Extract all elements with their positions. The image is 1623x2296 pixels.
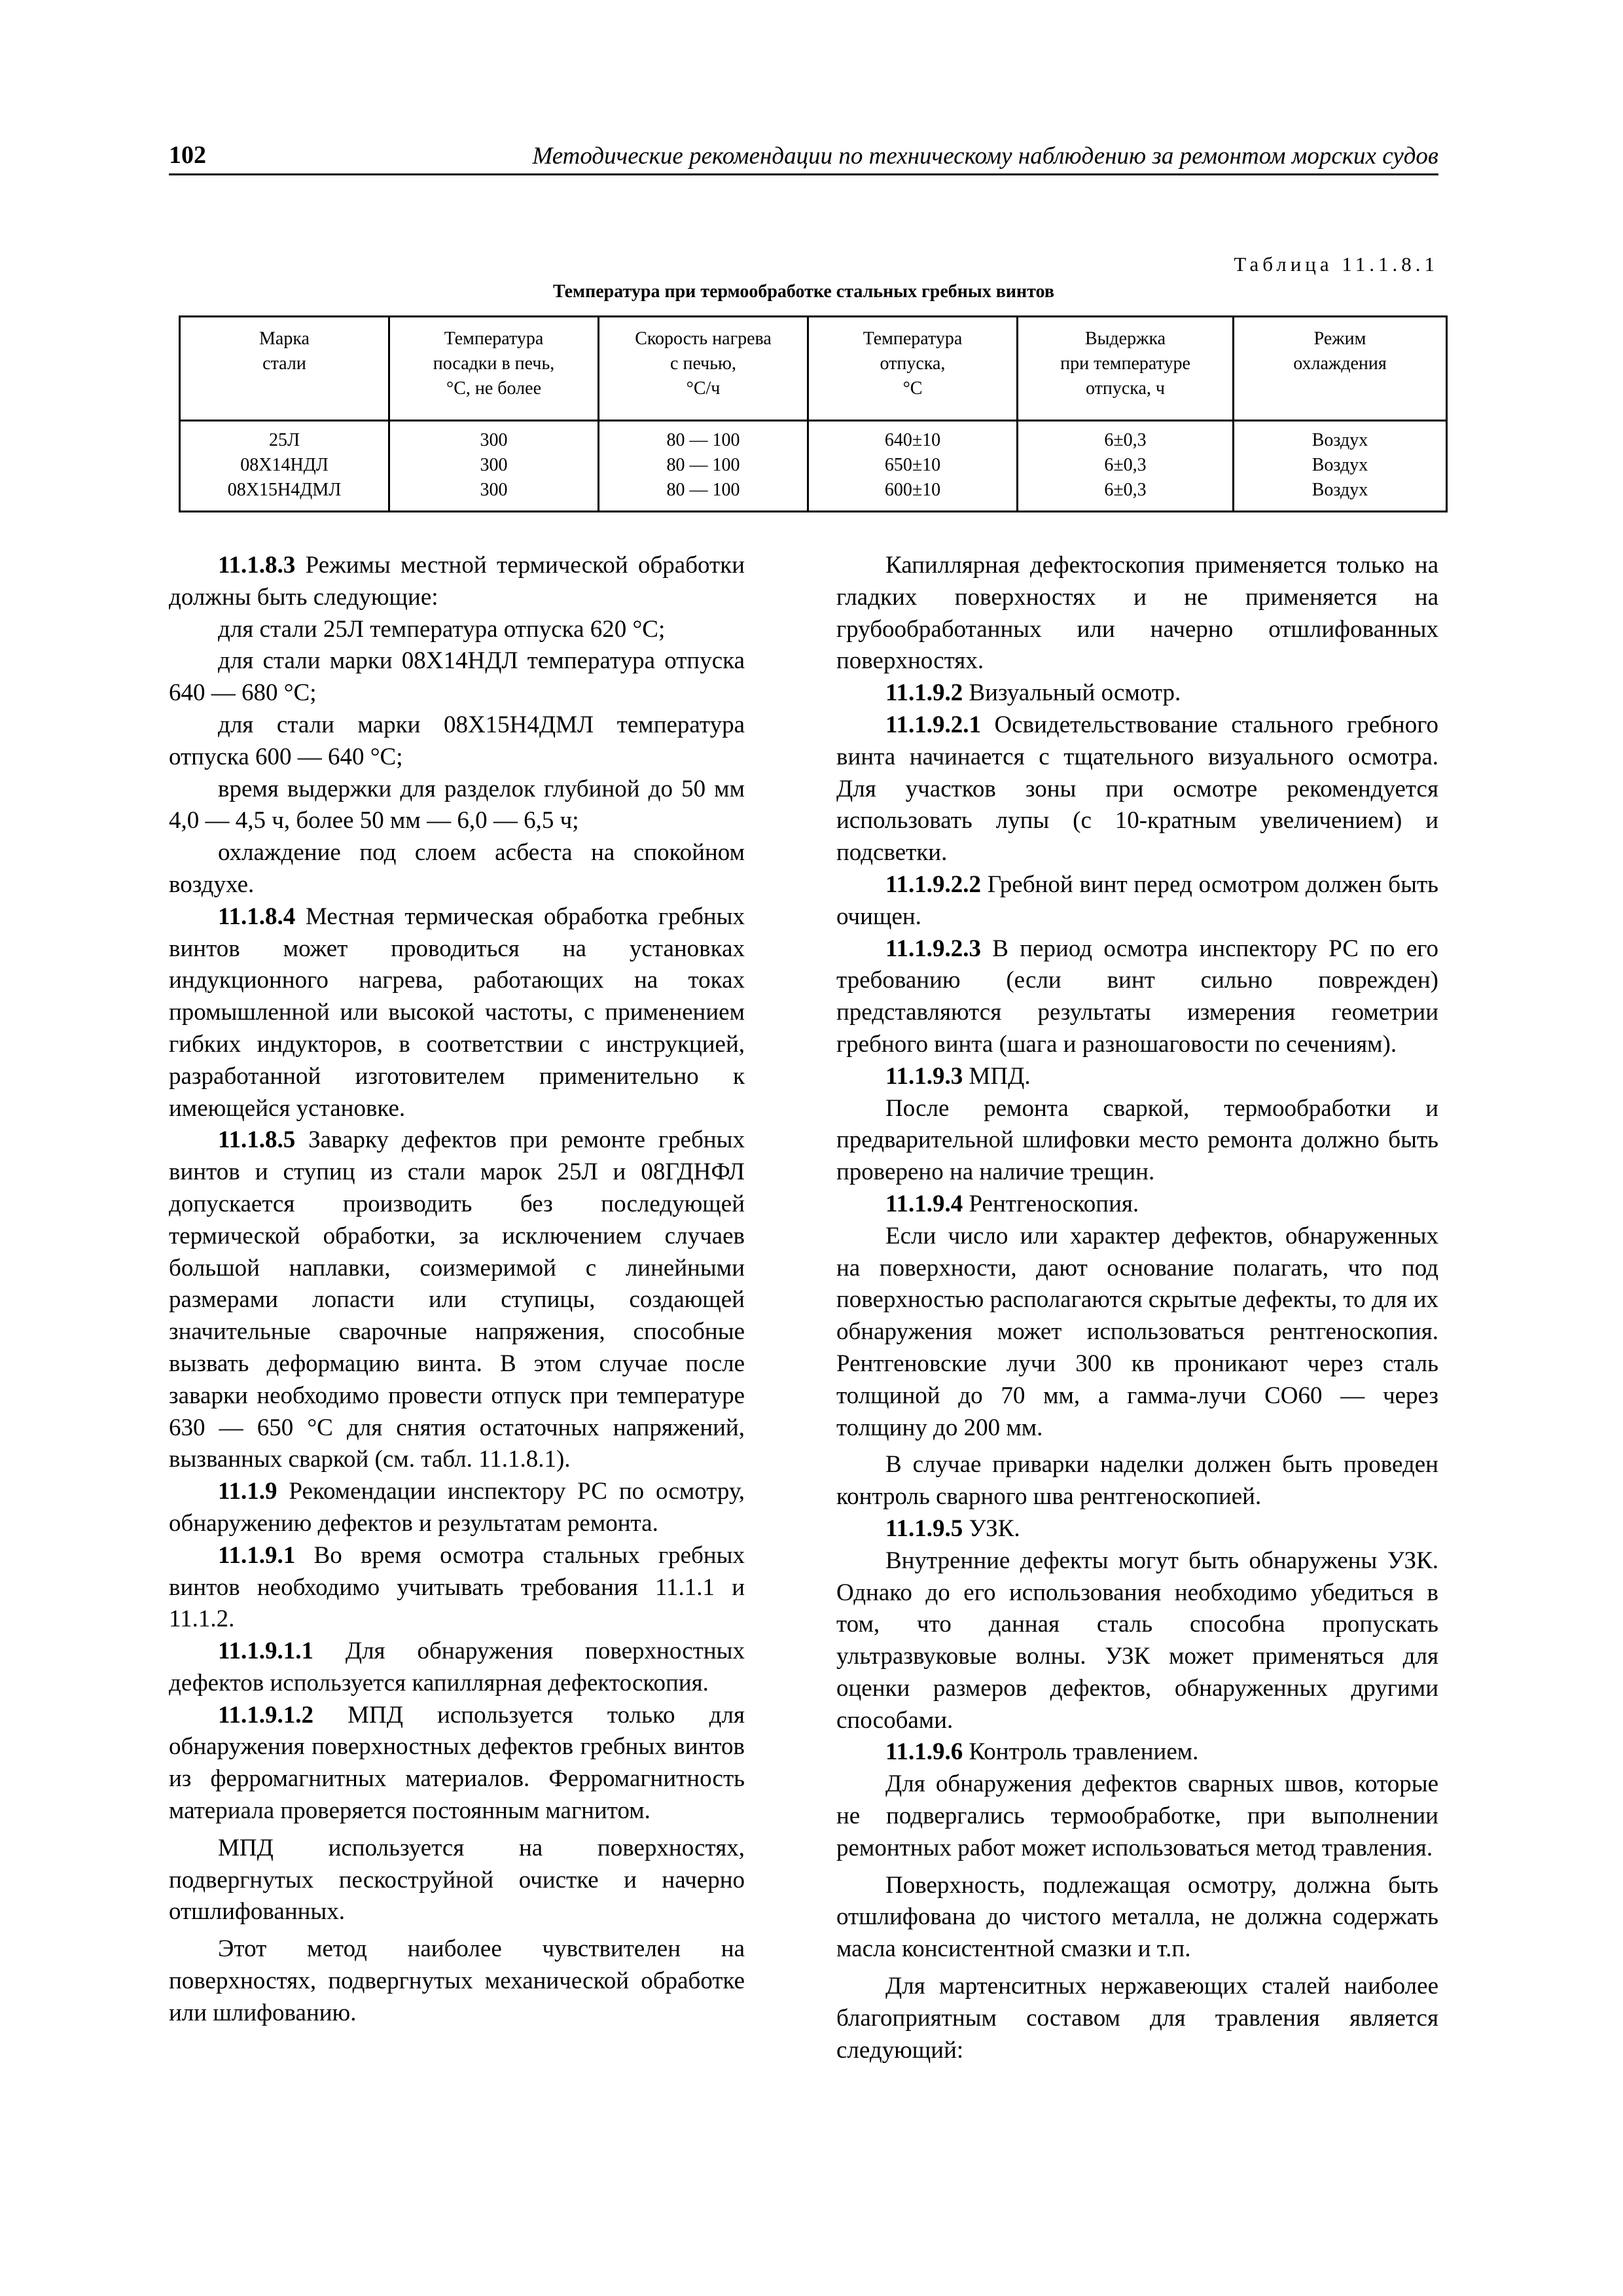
- paragraph-text: Для мартенситных нержавеющих сталей наиболее благоприятным составом для травления является следующий:: [836, 1973, 1438, 2064]
- table-cell: Воздух Воздух Воздух: [1234, 421, 1447, 512]
- table-row: [180, 421, 1447, 512]
- paragraph-text: МПД используется только для обнаружения поверхностных дефектов гребных винтов из ферромагнитных материалов. Ферромагнитность материала проверяется постоянным магнитом.: [169, 1701, 745, 1825]
- clause-number: 11.1.9: [218, 1478, 277, 1505]
- paragraph: [169, 1124, 745, 1476]
- paragraph: [169, 1933, 745, 2029]
- clause-number: 11.1.9.6: [885, 1738, 963, 1766]
- paragraph: [169, 1700, 745, 1827]
- paragraph-text: для стали марки 08Х15Н4ДМЛ температура отпуска 600 — 640 °С;: [169, 711, 745, 770]
- paragraph-text: Внутренние дефекты могут быть обнаружены УЗК. Однако до его использования необходимо убедиться в том, что данная сталь способна пропускать ультразвуковые волны. УЗК может применяться для оценки размеров дефектов, обнаруженных другими способами.: [836, 1547, 1438, 1734]
- clause-number: 11.1.9.2.1: [885, 711, 981, 738]
- paragraph-text: для стали 25Л температура отпуска 620 °С;: [218, 615, 666, 643]
- paragraph: [836, 1449, 1438, 1513]
- paragraph-text: УЗК.: [963, 1515, 1020, 1542]
- paragraph-text: МПД.: [963, 1062, 1031, 1090]
- paragraph: [836, 1736, 1438, 1768]
- paragraph-text: время выдержки для разделок глубиной до 50 мм 4,0 — 4,5 ч, более 50 мм — 6,0 — 6,5 ч;: [169, 775, 745, 834]
- paragraph: [169, 645, 745, 709]
- clause-number: 11.1.9.2: [885, 679, 963, 707]
- table-header-row: [180, 317, 1447, 421]
- paragraph: [169, 1540, 745, 1636]
- data-table: [179, 315, 1448, 512]
- header-cell: Температура отпуска, °С: [808, 317, 1018, 421]
- clause-number: 11.1.9.1.2: [218, 1701, 313, 1729]
- paragraph: [169, 837, 745, 901]
- paragraph: [169, 774, 745, 838]
- table-cell: 6±0,3 6±0,3 6±0,3: [1018, 421, 1234, 512]
- clause-number: 11.1.9.5: [885, 1515, 963, 1542]
- clause-number: 11.1.9.3: [885, 1062, 963, 1090]
- header-cell: Температура посадки в печь, °С, не более: [389, 317, 599, 421]
- paragraph: [169, 709, 745, 774]
- paragraph-text: Капиллярная дефектоскопия применяется только на гладких поверхностях и не применяется на грубообработанных или начерно отшлифованных поверхностях.: [836, 552, 1438, 675]
- paragraph-text: Режимы местной термической обработки должны быть следующие:: [169, 552, 745, 611]
- paragraph: [169, 614, 745, 646]
- clause-number: 11.1.9.4: [885, 1190, 963, 1217]
- paragraph-text: Для обнаружения дефектов сварных швов, которые не подвергались термообработке, при выполнении ремонтных работ может использоваться метод травления.: [836, 1770, 1438, 1861]
- paragraph: [836, 1768, 1438, 1864]
- paragraph-text: Для обнаружения поверхностных дефектов используется капиллярная дефектоскопия.: [169, 1638, 745, 1696]
- paragraph: [836, 1971, 1438, 2066]
- paragraph-text: Местная термическая обработка гребных винтов может проводиться на установках индукционного нагрева, работающих на токах промышленной или высокой частоты, с применением гибких индукторов, в соответствии с инструкцией, разработанной изготовителем применительно к имеющейся установке.: [169, 903, 745, 1122]
- paragraph: [836, 1870, 1438, 1965]
- header-rule: [169, 173, 1438, 175]
- paragraph: [169, 901, 745, 1125]
- page-number: 102: [169, 141, 206, 169]
- paragraph: [836, 550, 1438, 677]
- table-cell: 300 300 300: [389, 421, 599, 512]
- paragraph: [836, 1545, 1438, 1737]
- clause-number: 11.1.9.1.1: [218, 1638, 313, 1665]
- clause-number: 11.1.9.2.3: [885, 935, 981, 962]
- paragraph: [836, 1061, 1438, 1093]
- clause-number: 11.1.8.4: [218, 903, 296, 930]
- paragraph: [836, 869, 1438, 933]
- paragraph-text: Рентгеноскопия.: [963, 1190, 1139, 1217]
- paragraph-text: В случае приварки наделки должен быть проведен контроль сварного шва рентгеноскопией.: [836, 1451, 1438, 1511]
- paragraph: [836, 1093, 1438, 1189]
- paragraph-text: Поверхность, подлежащая осмотру, должна быть отшлифована до чистого металла, не должна содержать масла консистентной смазки и т.п.: [836, 1871, 1438, 1963]
- paragraph-text: Во время осмотра стальных гребных винтов необходимо учитывать требования 11.1.1 и 11.1.2.: [169, 1541, 745, 1633]
- paragraph-text: Заварку дефектов при ремонте гребных винтов и ступиц из стали марок 25Л и 08ГДНФЛ допускается производить без последующей термической обработки, за исключением случаев большой наплавки, соизмеримой с линейными размерами лопасти или ступицы, создающей значительные сварочные напряжения, способные вызвать деформацию винта. В этом случае после заварки необходимо провести отпуск при температуре 630 — 650 °С для снятия остаточных напряжений, вызванных сваркой (см. табл. 11.1.8.1).: [169, 1126, 745, 1473]
- left-text-column: [169, 550, 745, 2030]
- header-cell: Скорость нагрева с печью, °С/ч: [599, 317, 808, 421]
- paragraph-text: Этот метод наиболее чувствителен на поверхностях, подвергнутых механической обработке или шлифованию.: [169, 1935, 745, 2026]
- paragraph: [169, 1476, 745, 1540]
- paragraph-text: Освидетельствование стального гребного винта начинается с тщательного визуального осмотра. Для участков зоны при осмотре рекомендуется использовать лупы (с 10-кратным увеличением) и подсветки.: [836, 711, 1438, 867]
- clause-number: 11.1.8.5: [218, 1126, 296, 1154]
- paragraph: [169, 550, 745, 614]
- paragraph: [169, 1636, 745, 1700]
- table-cell: 80 — 100 80 — 100 80 — 100: [599, 421, 808, 512]
- paragraph: [836, 1513, 1438, 1545]
- paragraph: [169, 1833, 745, 1928]
- paragraph: [836, 1189, 1438, 1221]
- paragraph: [836, 709, 1438, 869]
- running-header: Методические рекомендации по техническому наблюдению за ремонтом морских судов: [532, 143, 1438, 170]
- paragraph-text: После ремонта сваркой, термообработки и предварительной шлифовки место ремонта должно быть проверено на наличие трещин.: [836, 1094, 1438, 1186]
- paragraph-text: В период осмотра инспектору РС по его требованию (если винт сильно поврежден) представляются результаты измерения геометрии гребного винта (шага и разношаговости по сечениям).: [836, 935, 1438, 1058]
- paragraph-text: для стали марки 08Х14НДЛ температура отпуска 640 — 680 °С;: [169, 647, 745, 707]
- paragraph-text: Визуальный осмотр.: [963, 679, 1181, 707]
- paragraph: [836, 677, 1438, 709]
- table-number: Таблица 11.1.8.1: [1234, 253, 1438, 276]
- paragraph-text: Гребной винт перед осмотром должен быть очищен.: [836, 870, 1438, 930]
- paragraph: [836, 1221, 1438, 1444]
- paragraph-text: МПД используется на поверхностях, подвергнутых пескоструйной очистке и начерно отшлифованных.: [169, 1834, 745, 1926]
- clause-number: 11.1.9.2.2: [885, 870, 981, 898]
- paragraph-text: Если число или характер дефектов, обнаруженных на поверхности, дают основание полагать, что под поверхностью располагаются скрытые дефекты, то для их обнаружения может использоваться рентгеноскопия. Рентгеновские лучи 300 кв проникают через сталь толщиной до 70 мм, а гамма-лучи СО60 — через толщину до 200 мм.: [836, 1222, 1438, 1441]
- table-cell: 640±10 650±10 600±10: [808, 421, 1018, 512]
- clause-number: 11.1.8.3: [218, 552, 296, 579]
- table-cell: 25Л 08Х14НДЛ 08Х15Н4ДМЛ: [180, 421, 389, 512]
- header-cell: Режим охлаждения: [1234, 317, 1447, 421]
- paragraph-text: охлаждение под слоем асбеста на спокойном воздухе.: [169, 839, 745, 898]
- paragraph-text: Рекомендации инспектору РС по осмотру, обнаружению дефектов и результатам ремонта.: [169, 1478, 745, 1537]
- header-cell: Выдержка при температуре отпуска, ч: [1018, 317, 1234, 421]
- paragraph: [836, 933, 1438, 1061]
- right-text-column: [836, 550, 1438, 2066]
- paragraph-text: Контроль травлением.: [963, 1738, 1199, 1766]
- header-cell: Марка стали: [180, 317, 389, 421]
- table-title: Температура при термообработке стальных гребных винтов: [553, 281, 1054, 302]
- clause-number: 11.1.9.1: [218, 1541, 296, 1569]
